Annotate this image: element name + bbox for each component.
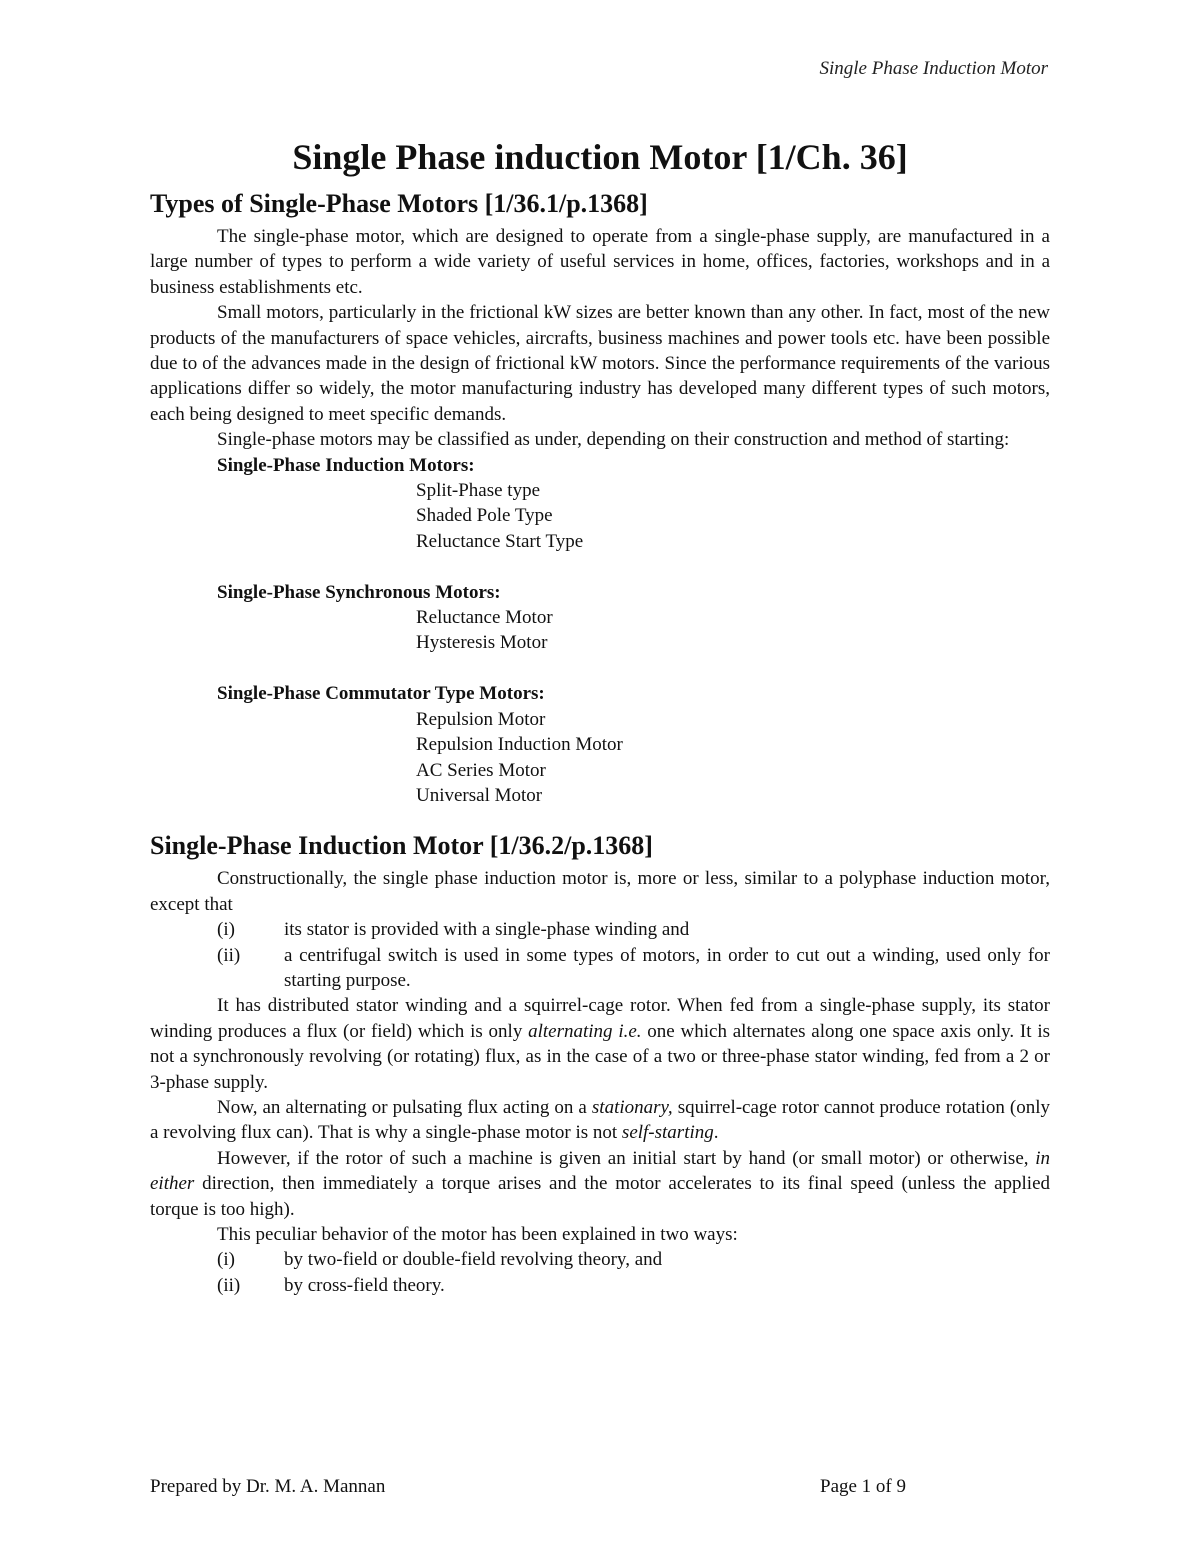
footer-author: Prepared by Dr. M. A. Mannan <box>150 1476 386 1497</box>
list-item <box>150 1247 1050 1272</box>
category-synchronous <box>150 580 1050 656</box>
category-item: Reluctance Start Type <box>416 530 584 552</box>
text-run: one which alternates along one space axis only. It is not a synchronously revolving (or rotating) flux, as in the case of a two or three-phase stator winding, fed from a 2 or 3-phase supply. <box>150 1020 1050 1093</box>
emphasis-text: alternating i.e. <box>528 1020 642 1042</box>
paragraph: Small motors, particularly in the frictional kW sizes are better known than any other. In fact, most of the new products of the manufacturers of space vehicles, aircrafts, business machines and power tools etc. have been possible due to of the advances made in the design of frictional kW motors. Since the performance requirements of the various applications differ so widely, the motor manufacturing industry has developed many different types of such motors, each being designed to meet specific demands. <box>150 302 1050 425</box>
text-run: Now, an alternating or pulsating flux acting on a <box>217 1096 592 1118</box>
footer-page-number: Page 1 of 9 <box>820 1476 907 1497</box>
paragraph <box>150 1146 1050 1222</box>
emphasis-text: self-starting <box>621 1122 714 1144</box>
category-item: Hysteresis Motor <box>416 632 548 654</box>
list-item-number: (i) <box>217 919 235 941</box>
paragraph: The single-phase motor, which are designed to operate from a single-phase supply, are manufactured in a large number of types to perform a wide variety of useful services in home, offices, factories, workshops and in a business establishments etc. <box>150 226 1050 298</box>
category-item: Repulsion Motor <box>416 708 546 730</box>
list-item <box>150 917 1050 942</box>
paragraph: This peculiar behavior of the motor has been explained in two ways: <box>217 1224 738 1245</box>
list-item <box>150 943 1050 994</box>
document-title: Single Phase induction Motor [1/Ch. 36] <box>292 137 908 177</box>
text-run: However, if the rotor of such a machine is given an initial start by hand (or small motor) or otherwise, <box>217 1147 1036 1169</box>
text-run: direction, then immediately a torque arises and the motor accelerates to its final speed (unless the applied torque is too high). <box>150 1173 1050 1220</box>
category-item: Reluctance Motor <box>416 607 553 629</box>
text-run: It has distributed stator winding and a squirrel-cage rotor. When fed from a single-phase supply, its stator winding produces a flux (or field) which is only <box>150 995 1050 1042</box>
list-item-text: by cross-field theory. <box>284 1274 445 1296</box>
running-header: Single Phase Induction Motor <box>819 58 1048 79</box>
list-item-number: (ii) <box>217 1274 241 1296</box>
category-item-list <box>150 478 1050 554</box>
page-content <box>150 132 1050 1298</box>
category-commutator <box>150 681 1050 808</box>
list-item <box>150 1273 1050 1298</box>
category-item: Shaded Pole Type <box>416 505 553 527</box>
paragraph: Constructionally, the single phase induction motor is, more or less, similar to a polyphase induction motor, except that <box>150 868 1050 915</box>
category-heading: Single-Phase Synchronous Motors: <box>217 581 501 603</box>
category-heading: Single-Phase Induction Motors: <box>217 454 475 476</box>
section-heading-types: Types of Single-Phase Motors [1/36.1/p.1368] <box>150 189 648 218</box>
paragraph: Single-phase motors may be classified as under, depending on their construction and method of starting: <box>217 429 1010 451</box>
category-item-list <box>150 605 1050 656</box>
list-item-text: its stator is provided with a single-phase winding and <box>284 919 690 941</box>
category-heading: Single-Phase Commutator Type Motors: <box>217 683 545 705</box>
emphasis-text: in either <box>150 1147 1050 1195</box>
category-item: Split-Phase type <box>416 480 541 502</box>
emphasis-text: stationary, <box>591 1096 673 1118</box>
list-item-number: (i) <box>217 1249 235 1271</box>
paragraph <box>150 1095 1050 1146</box>
category-item: Universal Motor <box>416 784 543 806</box>
section-heading-induction-motor: Single-Phase Induction Motor [1/36.2/p.1368] <box>150 831 653 861</box>
paragraph <box>150 993 1050 1095</box>
text-run: squirrel-cage rotor cannot produce rotation (only a revolving flux can). That is why a single-phase motor is not <box>150 1096 1050 1144</box>
category-induction <box>150 453 1050 555</box>
list-item-text: a centrifugal switch is used in some types of motors, in order to cut out a winding, used only for starting purpose. <box>284 944 1050 991</box>
category-item: Repulsion Induction Motor <box>416 734 623 756</box>
text-run: . <box>713 1122 719 1144</box>
category-item: AC Series Motor <box>416 759 546 781</box>
list-item-text: by two-field or double-field revolving theory, and <box>284 1249 663 1271</box>
list-item-number: (ii) <box>217 944 241 966</box>
category-item-list <box>150 707 1050 809</box>
